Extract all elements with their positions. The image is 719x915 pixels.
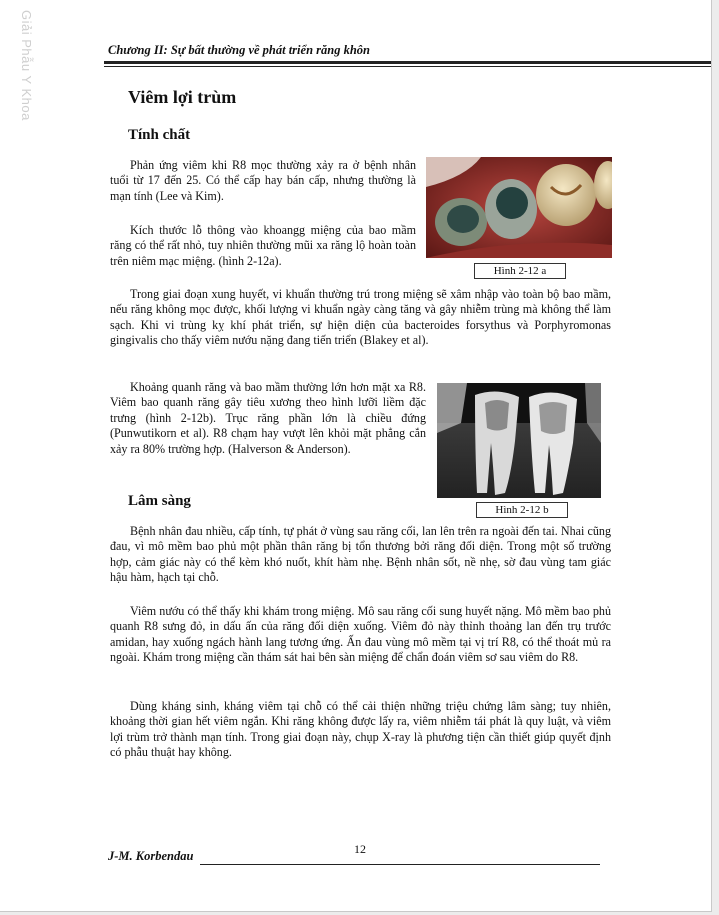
xray-drawing: [437, 383, 601, 498]
intraoral-photo: [426, 157, 612, 258]
paragraph: Viêm nướu có thể thấy khi khám trong miệng. Mô sau răng cối sung huyết nặng. Mô mềm bao phủ quanh R8 sưng đỏ, in dấu ấn của răng đối diện xuống. Viêm đỏ này thỉnh thoảng lan đến trụ trước amidan, hay xuống ngách hành lang tương ứng. Ấn đau vùng mô mềm tại vị trí R8, có thể thoát mủ ra ngoài. Khám trong miệng cần thám sát hai bên sàn miệng để chẩn đoán viêm sơ sau viêm do R8.: [110, 604, 611, 665]
paragraph: Kích thước lỗ thông vào khoangg miệng của bao mầm răng có thể rất nhỏ, tuy nhiên thường mũi xa răng lộ hoàn toàn trên niêm mạc miệng. (hình 2-12a).: [110, 223, 416, 268]
footer-rule: [200, 864, 600, 865]
footer-author: J-M. Korbendau: [108, 849, 194, 863]
page-title: Viêm lợi trùm: [128, 87, 237, 107]
figure-caption: Hình 2-12 b: [476, 502, 568, 518]
intraoral-photo-drawing: [426, 157, 612, 258]
section-heading-properties: Tính chất: [128, 127, 191, 143]
paragraph: Trong giai đoạn xung huyết, vi khuẩn thường trú trong miệng sẽ xâm nhập vào toàn bộ bao mầm, nếu răng không mọc được, khối lượng vi khuẩn ngày càng tăng và gây nhiễm trùng mà không thể làm sạch. Khi vi trùng kỵ khí phát triển, sự hiện diện của bacteroides forsythus và Porphyromonas gingivalis cho thấy viêm nướu nặng đang tiến triển (Blakey et al).: [110, 287, 611, 348]
chapter-header: Chương II: Sự bất thường về phát triển răng khôn: [108, 43, 370, 57]
paragraph: Bệnh nhân đau nhiều, cấp tính, tự phát ở vùng sau răng cối, lan lên trên ra ngoài đến tai. Nhai cũng đau, vì mô mềm bao phủ một phần thân răng bị tổn thương bởi răng đối diện. Trong một số trường hợp, cảm giác này có thể kèm khó nuốt, khít hàm nhẹ. Bệnh nhân sốt, nề nhẹ, sờ đau vùng tam giác hậu hàm, hạch tại chỗ.: [110, 524, 611, 585]
watermark: Giải Phẫu Y Khoa: [19, 10, 34, 121]
figure-caption: Hình 2-12 a: [474, 263, 566, 279]
paragraph: Phản ứng viêm khi R8 mọc thường xảy ra ở bệnh nhân tuổi từ 17 đến 25. Có thể cấp hay bán cấp, nhưng thường là mạn tính (Lee và Kim).: [110, 158, 416, 203]
section-heading-clinical: Lâm sàng: [128, 493, 191, 509]
xray-image: [437, 383, 601, 498]
paragraph: Dùng kháng sinh, kháng viêm tại chỗ có thể cải thiện những triệu chứng lâm sàng; tuy nhiên, khoảng thời gian hết viêm ngắn. Khi răng không được lấy ra, viêm nhiễm tái phát là quy luật, và viêm lợi trùm trở thành mạn tính. Trong giai đoạn này, chụp X-ray là phương tiện cần thiết giúp quyết định có phẫu thuật hay không.: [110, 699, 611, 760]
header-rule-thin: [104, 66, 711, 67]
paragraph: Khoảng quanh răng và bao mầm thường lớn hơn mặt xa R8. Viêm bao quanh răng gây tiêu xương theo hình lưỡi liềm đặc trưng (hình 2-12b). Trục răng phần lớn là chiều đứng (Punwutikorn et al). R8 chạm hay vượt lên khỏi mặt phẳng cắn xảy ra 80% trường hợp. (Halverson & Anderson).: [110, 380, 426, 456]
header-rule-thick: [104, 61, 711, 64]
page-number: 12: [354, 842, 366, 856]
